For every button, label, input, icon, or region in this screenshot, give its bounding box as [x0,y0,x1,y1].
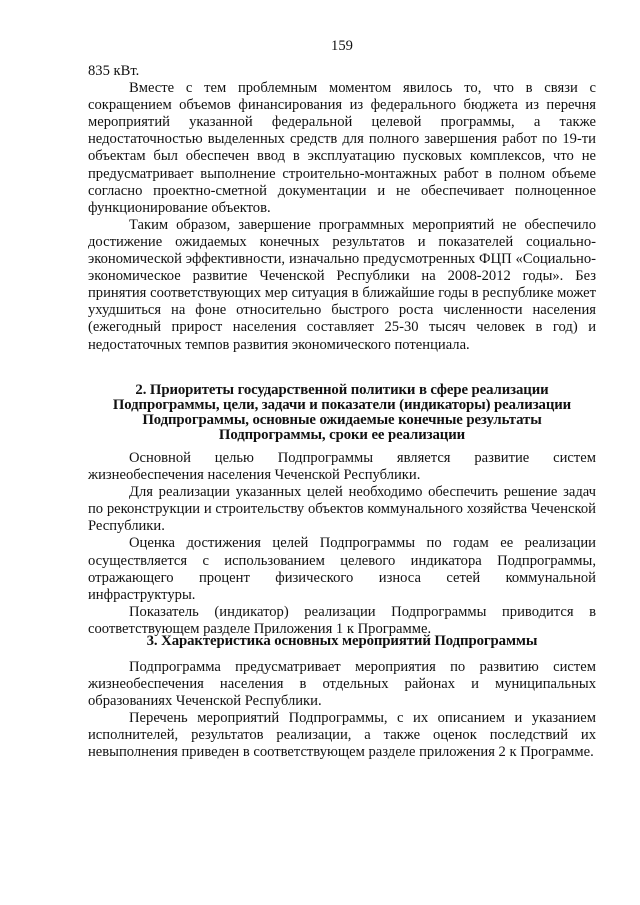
paragraph-indicator: Показатель (индикатор) реализации Подпрограммы приводится в соответствующем разделе Приложения 1 к Программе. [88,603,596,637]
section-3-heading: 3. Характеристика основных мероприятий Подпрограммы [146,633,538,649]
page-number: 159 [331,38,353,54]
paragraph-problem: Вместе с тем проблемным моментом явилось то, что в связи с сокращением объемов финансирования из федерального бюджета из перечня мероприятий указанной федеральной целевой программы, а также недостаточностью выделенных средств для полного завершения работ по 19-ти объектам был обеспечен ввод в эксплуатацию пусковых комплексов, что не предусматривает выполнение строительно-монтажных работ в полном объеме согласно проектно-сметной документации и не обеспечивает полноценное функционирование объектов. [88,80,596,216]
intro-text [88,63,596,354]
paragraph-measures: Подпрограмма предусматривает мероприятия по развитию систем жизнеобеспечения населения в отдельных районах и муниципальных образованиях Чеченской Республики. [88,659,596,710]
section-2-heading: 2. Приоритеты государственной политики в сфере реализации Подпрограммы, цели, задачи и показатели (индикаторы) реализации Подпрограммы, основные ожидаемые конечные результаты Подпрограммы, сроки ее реализации [112,382,572,443]
paragraph-continuation: 835 кВт. [88,63,140,79]
paragraph-goal: Основной целью Подпрограммы является развитие систем жизнеобеспечения населения Чеченской Республики. [88,450,596,484]
paragraph-conclusion: Таким образом, завершение программных мероприятий не обеспечило достижение ожидаемых конечных результатов и показателей социально-экономической эффективности, изначально предусмотренных ФЦП «Социально-экономическое развитие Чеченской Республики на 2008-2012 годы». Без принятия соответствующих мер ситуация в ближайшие годы в республике может ухудшиться на фоне относительно быстрого роста численности населения (ежегодный прирост населения составляет 25-30 тысяч человек в год) и недостаточных темпов развития экономического потенциала. [88,216,596,353]
section-2-body [88,450,596,638]
paragraph-tasks: Для реализации указанных целей необходимо обеспечить решение задач по реконструкции и строительству объектов коммунального хозяйства Чеченской Республики. [88,484,596,535]
section-3-body [88,659,596,762]
paragraph-list: Перечень мероприятий Подпрограммы, с их описанием и указанием исполнителей, результатов реализации, а также оценок последствий их невыполнения приведен в соответствующем разделе приложения 2 к Программе. [88,710,596,761]
paragraph-assessment: Оценка достижения целей Подпрограммы по годам ее реализации осуществляется с использованием целевого индикатора Подпрограммы, отражающего процент физического износа сетей коммунальной инфраструктуры. [88,535,596,603]
